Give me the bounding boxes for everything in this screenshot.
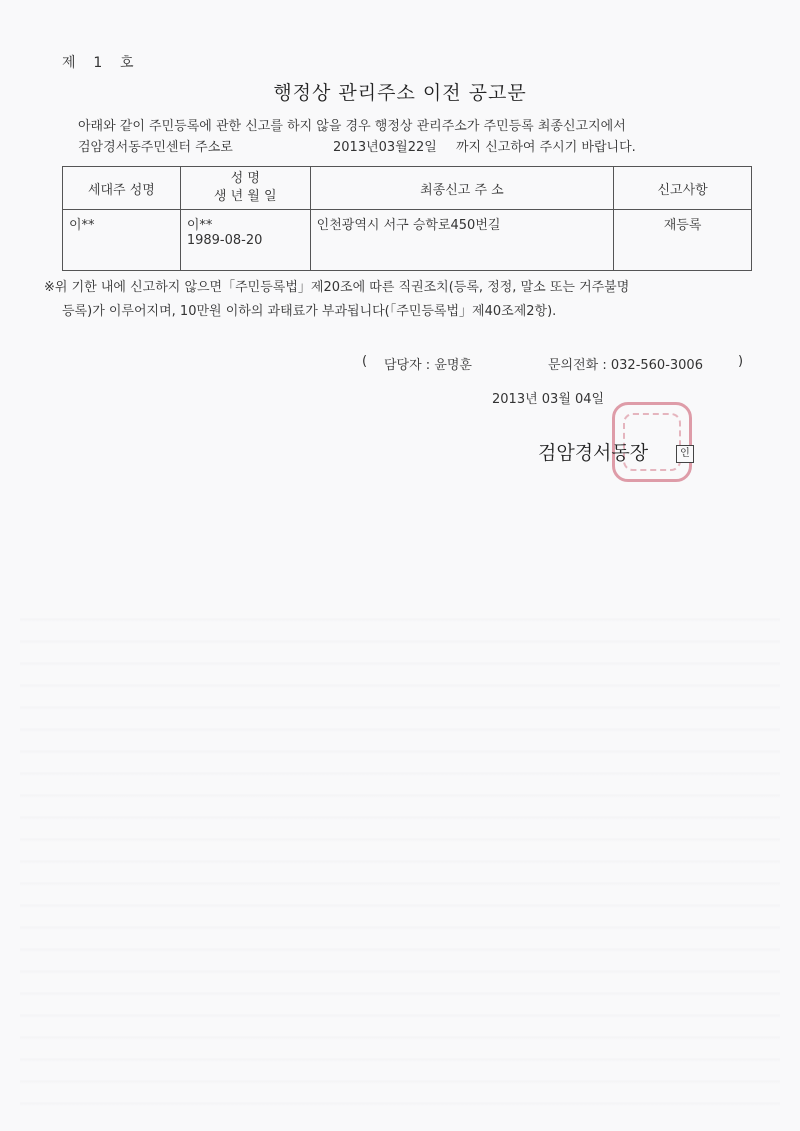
cell-name: 이** (186, 218, 213, 233)
seal-mark-box: 인 (676, 445, 694, 463)
contact-officer: 담당자 : 윤명훈 (384, 358, 472, 373)
document-number: 제 1 호 (62, 55, 134, 71)
header-householder: 세대주 성명 (63, 167, 181, 210)
intro-paragraph (78, 116, 718, 158)
intro-deadline: 2013년03월22일 (333, 140, 437, 155)
notice-line-2: 등록)가 이루어지며, 10만원 이하의 과태료가 부과됩니다(「주민등록법」제40조제2항). (62, 304, 557, 319)
registration-table (62, 166, 752, 271)
cell-report: 재등록 (614, 210, 752, 271)
cell-householder: 이** (63, 210, 181, 271)
issue-date: 2013년 03월 04일 (492, 392, 605, 407)
document-title: 행정상 관리주소 이전 공고문 (273, 82, 527, 104)
header-birth: 생 년 월 일 (213, 189, 277, 204)
signer-title: 검암경서동장 (538, 442, 649, 464)
intro-line-1: 아래와 같이 주민등록에 관한 신고를 하지 않을 경우 행정상 관리주소가 주민등록 최종신고지에서 (78, 119, 626, 134)
notice-paragraph (44, 276, 744, 324)
header-address: 최종신고 주 소 (310, 167, 614, 210)
header-name-birth (180, 167, 310, 210)
notice-line-1: ※위 기한 내에 신고하지 않으면「주민등록법」제20조에 따른 직권조치(등록, 정정, 말소 또는 거주불명 (44, 280, 630, 295)
cell-address: 인천광역시 서구 승학로450번길 (310, 210, 614, 271)
cell-birth: 1989-08-20 (186, 233, 263, 248)
intro-line-2-left: 검암경서동주민센터 주소로 (78, 140, 233, 155)
intro-line-2 (78, 137, 718, 158)
cell-name-birth (180, 210, 310, 271)
intro-line-2-right: 까지 신고하여 주시기 바랍니다. (456, 140, 636, 155)
scan-texture (20, 600, 780, 1120)
contact-open-paren: ( (362, 354, 368, 369)
contact-close-paren: ) (738, 354, 744, 369)
table-row (63, 210, 752, 271)
header-name: 성 명 (230, 171, 260, 186)
contact-phone: 문의전화 : 032-560-3006 (548, 358, 703, 373)
table-header-row (63, 167, 752, 210)
header-report: 신고사항 (614, 167, 752, 210)
